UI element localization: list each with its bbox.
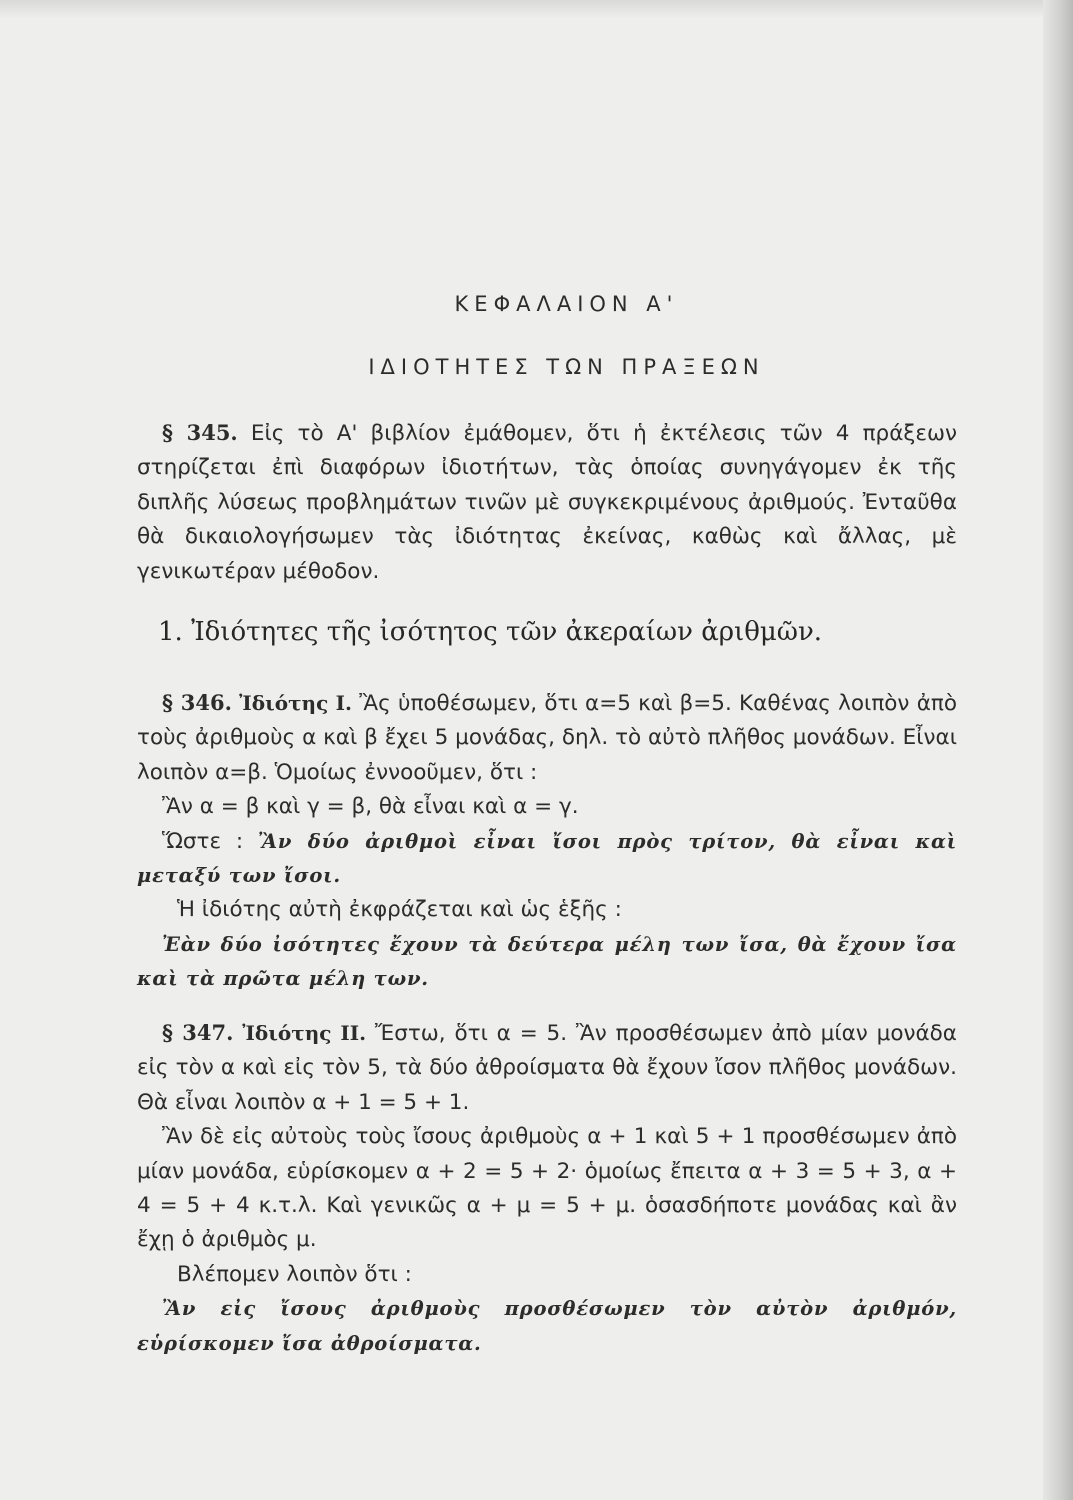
section-346-conclusion-prefix: Ὥστε : <box>162 828 244 854</box>
section-346-text: Ἂς ὑποθέσωμεν, ὅτι α=5 καὶ β=5. Καθένας λοιπὸν ἀπὸ τοὺς ἀριθμοὺς α καὶ β ἔχει 5 μονάδας, δηλ. τὸ αὐτὸ πλῆθος μονάδων. Εἶναι λοιπὸν α=β. Ὁμοίως ἐννοοῦμεν, ὅτι : <box>137 691 957 785</box>
section-347-conclusion <box>137 1292 957 1361</box>
page-edge <box>1043 0 1073 1500</box>
section-347-paragraph-2: Ἂν δὲ εἰς αὐτοὺς τοὺς ἴσους ἀριθμοὺς α + 1 καὶ 5 + 1 προσθέσωμεν ἀπὸ μίαν μονάδα, εὑρίσκομεν α + 2 = 5 + 2· ὁμοίως ἔπειτα α + 3 = 5 + 3, α + 4 = 5 + 4 κ.τ.λ. Καὶ γενικῶς α + μ = 5 + μ. ὁσασδήποτε μονάδας καὶ ἂν ἔχῃ ὁ ἀριθμὸς μ. <box>137 1124 957 1253</box>
section-347 <box>137 1016 957 1361</box>
section-346-formula: Ἂν α = β καὶ γ = β, θὰ εἶναι καὶ α = γ. <box>162 794 579 820</box>
section-347-label: Ἰδιότης ΙΙ. <box>242 1021 367 1045</box>
section-347-text: Ἔστω, ὅτι α = 5. Ἂν προσθέσωμεν ἀπὸ μίαν μονάδα εἰς τὸν α καὶ εἰς τὸν 5, τὰ δύο ἀθροίσματα θὰ ἔχουν ἴσον πλῆθος μονάδων. Θὰ εἶναι λοιπὸν α + 1 = 5 + 1. <box>137 1021 957 1115</box>
section-345-paragraph <box>137 416 957 589</box>
chapter-subtitle: ΙΔΙΟΤΗΤΕΣ ΤΩΝ ΠΡΑΞΕΩΝ <box>368 355 765 379</box>
section-346-label: Ἰδιότης Ι. <box>239 691 352 715</box>
section-346-restatement: Ἡ ἰδιότης αὐτὴ ἐκφράζεται καὶ ὡς ἑξῆς : <box>177 897 622 923</box>
section-346-number: § 346. <box>162 690 232 715</box>
chapter-heading: ΚΕΦΑΛΑΙΟΝ Α' <box>454 292 679 316</box>
subsection-title: 1. Ἰδιότητες τῆς ἰσότητος τῶν ἀκεραίων ἀριθμῶν. <box>158 617 823 647</box>
section-347-number: § 347. <box>162 1020 234 1045</box>
section-347-lead: Βλέπομεν λοιπὸν ὅτι : <box>177 1261 412 1287</box>
section-346-rule <box>137 928 957 997</box>
section-347-paragraph <box>137 1016 957 1120</box>
section-346-rule-text: Ἐὰν δύο ἰσότητες ἔχουν τὰ δεύτερα μέλη των ἴσα, θὰ ἔχουν ἴσα καὶ τὰ πρῶτα μέλη των. <box>137 932 957 991</box>
section-346-conclusion <box>137 825 957 894</box>
section-345 <box>137 416 957 589</box>
section-347-conclusion-text: Ἂν εἰς ἴσους ἀριθμοὺς προσθέσωμεν τὸν αὐτὸν ἀριθμόν, εὑρίσκομεν ἴσα ἀθροίσματα. <box>137 1297 957 1355</box>
section-345-text: Εἰς τὸ Α' βιβλίον ἐμάθομεν, ὅτι ἡ ἐκτέλεσις τῶν 4 πράξεων στηρίζεται ἐπὶ διαφόρων ἰδιοτήτων, τὰς ὁποίας συνηγάγομεν ἐκ τῆς διπλῆς λύσεως προβλημάτων τινῶν μὲ συγκεκριμένους ἀριθμούς. Ἐνταῦθα θὰ δικαιολογήσωμεν τὰς ἰδιότητας ἐκείνας, καθὼς καὶ ἄλλας, μὲ γενικωτέραν μέθοδον. <box>137 421 957 584</box>
section-346-paragraph <box>137 686 957 790</box>
section-346 <box>137 686 957 997</box>
section-345-number: § 345. <box>162 420 238 445</box>
page-shadow <box>0 0 1073 18</box>
section-346-conclusion-text: Ἂν δύο ἀριθμοὶ εἶναι ἴσοι πρὸς τρίτον, θὰ εἶναι καὶ μεταξύ των ἴσοι. <box>137 829 957 888</box>
